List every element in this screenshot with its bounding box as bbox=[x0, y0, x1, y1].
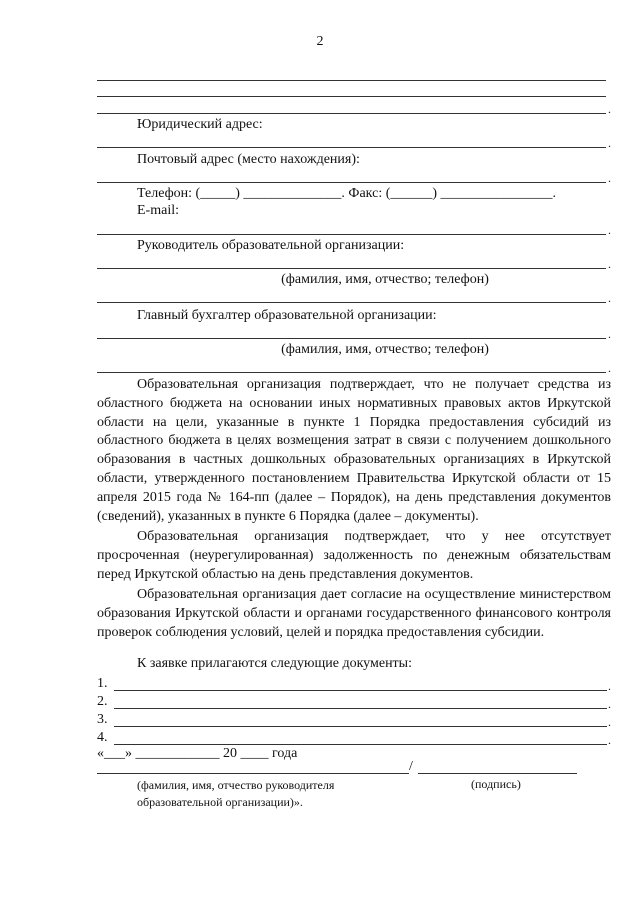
blank-line bbox=[97, 113, 606, 114]
document-page: 2 . Юридический адрес: . Почтовый адрес (место нахождения): . Телефон: (_____) ______________. Факс: (______) ________________. E-mail: . Руководитель образовательной организации: . (фамилия, имя, отчество; телефон) . Главный бухгалтер образовательной организации: . (фамилия, имя, отчество; телефон) . Образовательная организация подтверждает, что не получает средства из областного бюджета на основании иных нормативных правовых актов Иркутской области на цели, указанные в пункте 1 Порядка предоставления субсидий из областного бюджета в целях возмещения затрат в связи с получением дошкольного образования в частных дошкольных образовательных организациях в Иркутской области, утвержденного постановлением Правительства Иркутской области от 15 апреля 2015 года № 164-пп (далее – Порядок), на день представления документов (сведений), указанных в пункте 6 Порядка (далее – документы). Образовательная организация подтверждает, что у нее отсутствует просроченная (неурегулированная) задолженность по денежным обязательствам перед Иркутской областью на день представления документов. Образовательная организация дает согласие на осуществление министерством образования Иркутской области и органами государственного финансового контроля проверок соблюдения условий, целей и порядка предоставления субсидии. К заявке прилагаются следующие документы: 1. . 2. . 3. . 4. . «___» ____________ 20 ____ года / (фамилия, имя, отчество руководителя образовательной организации)». (подпись) bbox=[0, 0, 640, 901]
signature-caption: (подпись) bbox=[471, 777, 521, 791]
signature-line bbox=[418, 773, 577, 774]
postal-address-label: Почтовый адрес (место нахождения): bbox=[137, 152, 360, 167]
blank-line bbox=[97, 96, 606, 97]
signature-separator: / bbox=[409, 759, 413, 774]
name-caption: (фамилия, имя, отчество руководителя образовательной организации)». bbox=[137, 778, 335, 809]
legal-address-label: Юридический адрес: bbox=[137, 117, 263, 132]
blank-line bbox=[97, 338, 606, 339]
attachment-line bbox=[114, 690, 607, 691]
head-label: Руководитель образовательной организации: bbox=[137, 238, 405, 253]
paragraph-confirmation: Образовательная организация подтверждает, что не получает средства из областного бюджета на основании иных нормативных правовых актов Иркутской области на цели, указанные в пункте 1 Порядка предоставления субсидий из областного бюджета в целях возмещения затрат в связи с получением дошкольного образования в частных дошкольных образовательных организациях в Иркутской области, утвержденного постановлением Правительства Иркутской области от 15 апреля 2015 года № 164-пп (далее – Порядок), на день представления документов (сведений), указанных в пункте 6 Порядка (далее – документы). bbox=[97, 377, 611, 524]
head-caption: (фамилия, имя, отчество; телефон) bbox=[281, 272, 489, 287]
attachment-line bbox=[114, 744, 607, 745]
paragraph-consent: Образовательная организация дает согласие на осуществление министерством образования Иркутской области и органами государственного финансового контроля проверок соблюдения условий, целей и порядка предоставления субсидии. bbox=[97, 587, 611, 640]
blank-line bbox=[97, 302, 606, 303]
name-signature-line bbox=[97, 773, 409, 774]
email-label: E-mail: bbox=[137, 203, 179, 218]
attachment-line bbox=[114, 708, 607, 709]
accountant-label: Главный бухгалтер образовательной организации: bbox=[137, 308, 437, 323]
attachment-number: 1. bbox=[97, 676, 108, 691]
date-line: «___» ____________ 20 ____ года bbox=[97, 746, 298, 761]
phone-fax-label: Телефон: (_____) ______________. Факс: (______) ________________. bbox=[137, 186, 557, 201]
blank-line bbox=[97, 372, 606, 373]
attachment-number: 2. bbox=[97, 694, 108, 709]
blank-line bbox=[97, 147, 606, 148]
attachment-line bbox=[114, 726, 607, 727]
paragraph-no-debt: Образовательная организация подтверждает, что у нее отсутствует просроченная (неурегулированная) задолженность по денежным обязательствам перед Иркутской областью на день представления документов. bbox=[97, 529, 611, 582]
blank-line bbox=[97, 182, 606, 183]
attachment-number: 4. bbox=[97, 730, 108, 745]
paragraph-attachments: К заявке прилагаются следующие документы: bbox=[137, 656, 412, 671]
blank-line bbox=[97, 234, 606, 235]
page-number: 2 bbox=[316, 34, 324, 49]
attachment-number: 3. bbox=[97, 712, 108, 727]
blank-line bbox=[97, 80, 606, 81]
blank-line bbox=[97, 268, 606, 269]
accountant-caption: (фамилия, имя, отчество; телефон) bbox=[281, 342, 489, 357]
